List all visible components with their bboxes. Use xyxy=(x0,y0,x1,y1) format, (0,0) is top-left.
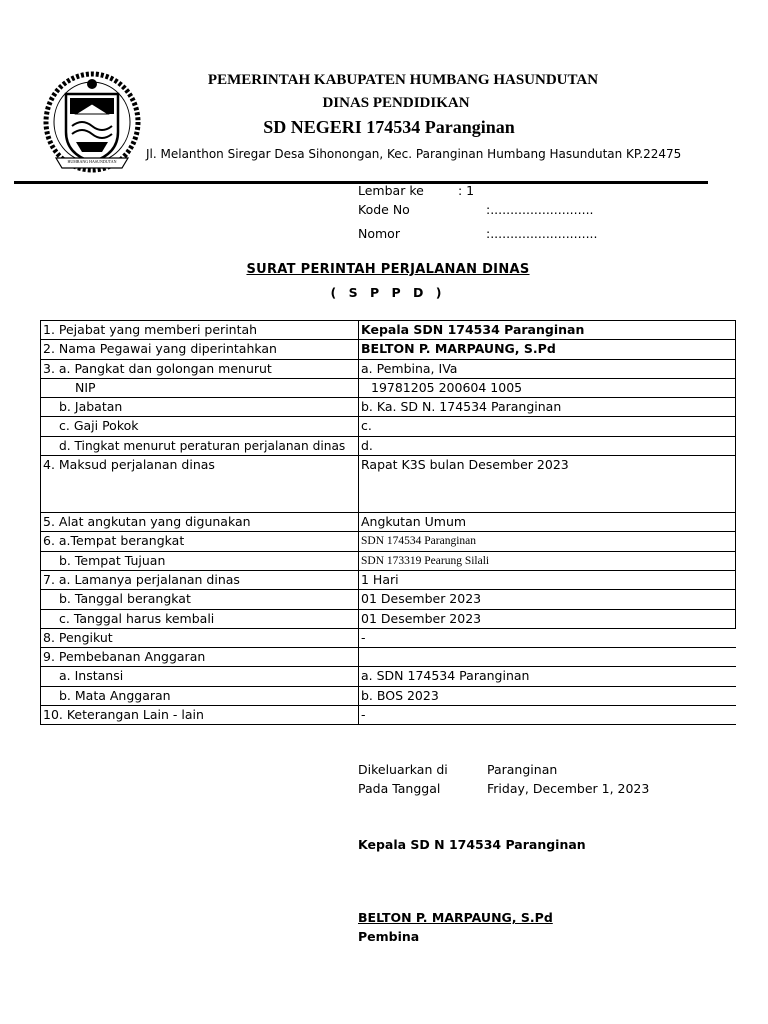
row-value: BELTON P. MARPAUNG, S.Pd xyxy=(359,340,736,359)
table-row xyxy=(41,532,736,551)
row-value: Rapat K3S bulan Desember 2023 xyxy=(359,456,736,513)
row-value: d. xyxy=(359,436,736,455)
issued-date-label: Pada Tanggal xyxy=(358,781,441,796)
nomor-label: Nomor xyxy=(358,226,400,241)
row-label: 2. Nama Pegawai yang diperintahkan xyxy=(41,340,359,359)
row-label: 5. Alat angkutan yang digunakan xyxy=(41,513,359,532)
table-row xyxy=(41,570,736,589)
row-value: a. Pembina, IVa xyxy=(359,359,736,378)
document-title: SURAT PERINTAH PERJALANAN DINAS xyxy=(246,262,530,277)
table-row xyxy=(41,667,736,686)
row-label: NIP xyxy=(41,378,359,397)
row-label: a. Instansi xyxy=(41,667,359,686)
row-value: b. Ka. SD N. 174534 Paranginan xyxy=(359,398,736,417)
lembar-label: Lembar ke xyxy=(358,183,424,198)
row-label: 4. Maksud perjalanan dinas xyxy=(41,456,359,513)
row-value: Angkutan Umum xyxy=(359,513,736,532)
table-row xyxy=(41,321,736,340)
row-label: 9. Pembebanan Anggaran xyxy=(41,648,359,667)
table-row xyxy=(41,456,736,513)
header-address: Jl. Melanthon Siregar Desa Sihonongan, Kec. Paranginan Humbang Hasundutan KP.22475 xyxy=(146,147,682,161)
table-row xyxy=(41,686,736,705)
kode-label: Kode No xyxy=(358,202,410,217)
row-value: b. BOS 2023 xyxy=(359,686,736,705)
header-department: DINAS PENDIDIKAN xyxy=(322,95,470,111)
row-value: 01 Desember 2023 xyxy=(359,609,736,628)
table-row xyxy=(41,551,736,570)
row-value: SDN 173319 Pearung Silali xyxy=(359,551,736,570)
table-row xyxy=(41,398,736,417)
row-label: 1. Pejabat yang memberi perintah xyxy=(41,321,359,340)
row-value: 1 Hari xyxy=(359,570,736,589)
row-label: 6. a.Tempat berangkat xyxy=(41,532,359,551)
header-school-name: SD NEGERI 174534 Paranginan xyxy=(263,117,515,137)
row-value xyxy=(359,648,736,667)
kode-value: :.......................... xyxy=(486,202,594,217)
regency-crest-icon xyxy=(42,70,142,174)
row-value: - xyxy=(359,628,736,647)
document-subtitle: ( S P P D ) xyxy=(330,285,446,300)
issued-at-label: Dikeluarkan di xyxy=(358,762,448,777)
header-government: PEMERINTAH KABUPATEN HUMBANG HASUNDUTAN xyxy=(207,72,599,88)
table-row xyxy=(41,359,736,378)
row-value: a. SDN 174534 Paranginan xyxy=(359,667,736,686)
row-label: 7. a. Lamanya perjalanan dinas xyxy=(41,570,359,589)
signer-name: BELTON P. MARPAUNG, S.Pd xyxy=(358,910,553,925)
sppd-table xyxy=(40,320,736,725)
issued-at-value: Paranginan xyxy=(487,762,558,777)
table-row xyxy=(41,648,736,667)
row-label: 3. a. Pangkat dan golongan menurut xyxy=(41,359,359,378)
row-label: b. Mata Anggaran xyxy=(41,686,359,705)
row-value: SDN 174534 Paranginan xyxy=(359,532,736,551)
row-value: 01 Desember 2023 xyxy=(359,590,736,609)
row-label: 8. Pengikut xyxy=(41,628,359,647)
row-label: b. Tempat Tujuan xyxy=(41,551,359,570)
table-row xyxy=(41,628,736,647)
table-row xyxy=(41,417,736,436)
table-row xyxy=(41,706,736,725)
row-label: b. Tanggal berangkat xyxy=(41,590,359,609)
table-row xyxy=(41,590,736,609)
row-value: Kepala SDN 174534 Paranginan xyxy=(359,321,736,340)
table-row xyxy=(41,340,736,359)
signer-title: Kepala SD N 174534 Paranginan xyxy=(358,837,586,852)
nomor-value: :........................... xyxy=(486,226,598,241)
signer-rank: Pembina xyxy=(358,929,420,944)
row-label: 10. Keterangan Lain - lain xyxy=(41,706,359,725)
lembar-value: : 1 xyxy=(458,183,475,198)
issued-date-value: Friday, December 1, 2023 xyxy=(487,781,650,796)
table-row xyxy=(41,378,736,397)
row-value: c. xyxy=(359,417,736,436)
table-row xyxy=(41,609,736,628)
table-row xyxy=(41,513,736,532)
table-row xyxy=(41,436,736,455)
row-value: - xyxy=(359,706,736,725)
row-label: c. Gaji Pokok xyxy=(41,417,359,436)
row-value: 19781205 200604 1005 xyxy=(359,378,736,397)
logo-banner-text: HUMBANG HASUNDUTAN xyxy=(67,159,117,164)
row-label: b. Jabatan xyxy=(41,398,359,417)
row-label: c. Tanggal harus kembali xyxy=(41,609,359,628)
row-label: d. Tingkat menurut peraturan perjalanan dinas xyxy=(41,436,359,455)
